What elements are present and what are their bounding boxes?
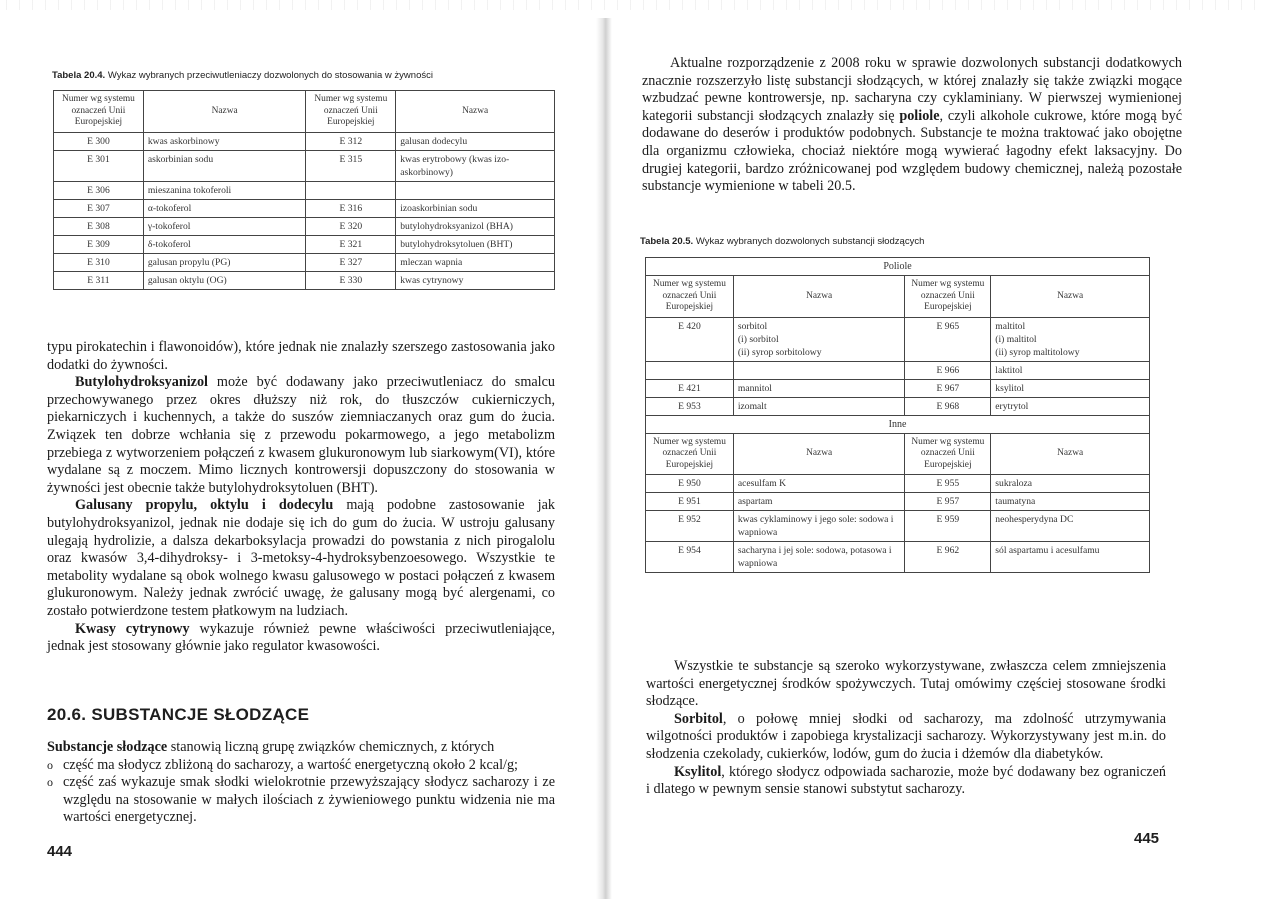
table-20-5-caption: Tabela 20.5. Wykaz wybranych dozwolonych substancji słodzących xyxy=(640,236,925,247)
group-poliole: Poliole xyxy=(646,258,1150,276)
table-20-5 xyxy=(645,257,1150,573)
code-cell: E 962 xyxy=(905,542,991,573)
header-num-1: Numer wg systemu oznaczeń Unii Europejskiej xyxy=(54,91,144,133)
table-20-4 xyxy=(53,90,555,290)
table-row xyxy=(54,217,555,235)
code-cell: E 310 xyxy=(54,253,144,271)
page-number: 444 xyxy=(47,843,73,860)
code-cell: E 966 xyxy=(905,361,991,379)
right-body-text-2 xyxy=(646,658,1166,799)
name-cell: mannitol xyxy=(733,379,905,397)
table-header-row xyxy=(646,433,1150,475)
group-row xyxy=(646,415,1150,433)
paragraph: Ksylitol, którego słodycz odpowiada sacharozie, może być dodawany bez ograniczeń i dlatego w pewnym sensie stanowi substytut sacharozy. xyxy=(646,763,1166,798)
header-num-2: Numer wg systemu oznaczeń Unii Europejskiej xyxy=(905,276,991,318)
left-page xyxy=(0,0,610,899)
code-cell: E 420 xyxy=(646,317,734,361)
code-cell: E 959 xyxy=(905,511,991,542)
code-cell: E 952 xyxy=(646,511,734,542)
name-cell: butylohydroksyanizol (BHA) xyxy=(396,217,555,235)
code-cell: E 307 xyxy=(54,199,144,217)
code-cell xyxy=(646,361,734,379)
header-name-1: Nazwa xyxy=(733,276,905,318)
header-name-2: Nazwa xyxy=(991,276,1150,318)
code-cell: E 311 xyxy=(54,271,144,289)
table-row xyxy=(54,132,555,150)
name-cell: γ-tokoferol xyxy=(143,217,306,235)
name-cell: aspartam xyxy=(733,493,905,511)
code-cell: E 968 xyxy=(905,397,991,415)
code-cell: E 957 xyxy=(905,493,991,511)
table-20-4-caption: Tabela 20.4. Wykaz wybranych przeciwutleniaczy dozwolonych do stosowania w żywności xyxy=(52,70,433,81)
bullet-list xyxy=(47,757,555,827)
name-cell: kwas cyklaminowy i jego sole: sodowa i wapniowa xyxy=(733,511,905,542)
name-cell: sorbitol (i) sorbitol (ii) syrop sorbitolowy xyxy=(733,317,905,361)
table-row xyxy=(54,181,555,199)
table-row xyxy=(646,511,1150,542)
section-heading: 20.6. SUBSTANCJE SŁODZĄCE xyxy=(47,705,310,724)
code-cell: E 330 xyxy=(306,271,396,289)
name-cell: sacharyna i jej sole: sodowa, potasowa i wapniowa xyxy=(733,542,905,573)
table-header-row xyxy=(54,91,555,133)
table-row xyxy=(646,379,1150,397)
code-cell: E 308 xyxy=(54,217,144,235)
header-num-1: Numer wg systemu oznaczeń Unii Europejskiej xyxy=(646,276,734,318)
code-cell: E 301 xyxy=(54,150,144,181)
name-cell: sukraloza xyxy=(991,475,1150,493)
code-cell: E 306 xyxy=(54,181,144,199)
code-cell: E 315 xyxy=(306,150,396,181)
code-cell: E 954 xyxy=(646,542,734,573)
table-row xyxy=(646,493,1150,511)
header-name-1: Nazwa xyxy=(733,433,905,475)
name-cell: galusan propylu (PG) xyxy=(143,253,306,271)
header-name-2: Nazwa xyxy=(396,91,555,133)
code-cell: E 312 xyxy=(306,132,396,150)
table-row xyxy=(646,475,1150,493)
table-row xyxy=(54,235,555,253)
paragraph: Substancje słodzące stanowią liczną grupę związków chemicznych, z których xyxy=(47,739,495,755)
name-cell: sól aspartamu i acesulfamu xyxy=(991,542,1150,573)
name-cell: neohesperydyna DC xyxy=(991,511,1150,542)
group-inne: Inne xyxy=(646,415,1150,433)
code-cell: E 967 xyxy=(905,379,991,397)
code-cell xyxy=(306,181,396,199)
code-cell: E 955 xyxy=(905,475,991,493)
name-cell: galusan dodecylu xyxy=(396,132,555,150)
paragraph: Galusany propylu, oktylu i dodecylu mają podobne zastosowanie jak butylohydroksyanizol, jednak nie dodaje się ich do gum do żucia. W ustroju galusany ulegają hydrolizie, a dalsza dekarboksylacja prowadzi do powstania z nich pirogalolu oraz kwasów 3,4-dihydroksy- i 3-metoksy-4-hydroksybenzoesowego. Wszystkie te metabolity wydalane są obok wolnego kwasu galusowego w postaci połączeń z kwasem glukuronowym. Należy jednak zwrócić uwagę, że galusany mogą być alergenami, co zostało potwierdzone testem płatkowym na ludziach. xyxy=(47,497,556,619)
table-row xyxy=(646,542,1150,573)
group-row xyxy=(646,258,1150,276)
name-cell xyxy=(396,181,555,199)
code-cell: E 965 xyxy=(905,317,991,361)
name-cell xyxy=(733,361,905,379)
table-20-4-body xyxy=(54,132,555,289)
table-header-row xyxy=(646,276,1150,318)
code-cell: E 950 xyxy=(646,475,734,493)
name-cell: erytrytol xyxy=(991,397,1150,415)
name-cell: δ-tokoferol xyxy=(143,235,306,253)
name-cell: α-tokoferol xyxy=(143,199,306,217)
name-cell: mleczan wapnia xyxy=(396,253,555,271)
code-cell: E 300 xyxy=(54,132,144,150)
right-body-text xyxy=(642,55,1182,196)
name-cell: kwas erytrobowy (kwas izo-askorbinowy) xyxy=(396,150,555,181)
table-row xyxy=(54,253,555,271)
page-number: 445 xyxy=(1134,830,1160,847)
name-cell: laktitol xyxy=(991,361,1150,379)
table-row xyxy=(646,317,1150,361)
header-name-1: Nazwa xyxy=(143,91,306,133)
code-cell: E 309 xyxy=(54,235,144,253)
name-cell: kwas cytrynowy xyxy=(396,271,555,289)
code-cell: E 953 xyxy=(646,397,734,415)
code-cell: E 421 xyxy=(646,379,734,397)
right-page xyxy=(612,0,1263,899)
code-cell: E 327 xyxy=(306,253,396,271)
paragraph: typu pirokatechin i flawonoidów), które jednak nie znalazły szerszego zastosowania jako dodatki do żywności. xyxy=(47,339,555,373)
code-cell: E 320 xyxy=(306,217,396,235)
name-cell: butylohydroksytoluen (BHT) xyxy=(396,235,555,253)
paragraph: Aktualne rozporządzenie z 2008 roku w sprawie dozwolonych substancji dodatkowych znacznie rozszerzyło listę substancji słodzących, w której znalazły się także związki mogące wzbudzać pewne kontrowersje, np. sacharyna czy cyklaminiany. W pierwszej wymienionej kategorii substancji słodzących znalazły się poliole, czyli alkohole cukrowe, które mogą być dodawane do deserów i produktów podobnych. Substancje te można traktować jako obojętne dla organizmu człowieka, chociaż niektóre mogą wywierać łagodny efekt laksacyjny. Do drugiej kategorii, bardzo zróżnicowanej pod względem budowy chemicznej, należą pozostałe substancje wymienione w tabeli 20.5. xyxy=(642,55,1182,195)
table-row xyxy=(54,199,555,217)
header-num-2: Numer wg systemu oznaczeń Unii Europejskiej xyxy=(905,433,991,475)
paragraph: Butylohydroksyanizol może być dodawany jako przeciwutleniacz do smalcu przechowywanego przez okres dłuższy niż rok, do tłuszczów cukierniczych, piekarniczych i kuchennych, a także do suszów ziemniaczanych oraz gum do żucia. Związek ten dobrze wchłania się z przewodu pokarmowego, a jego metabolizm przebiega z wytworzeniem połączeń z kwasem glukuronowym lub siarkowym(VI), które wydalane są z moczem. Mimo licznych kontrowersji dopuszczony do stosowania w żywności jest obecnie także butylohydroksytoluen (BHT). xyxy=(47,374,555,496)
paragraph: Sorbitol, o połowę mniej słodki od sacharozy, ma zdolność utrzymywania wilgotności produktów i zapobiega krystalizacji sacharozy. Wykorzystywany jest m.in. do słodzenia czekolady, cukierków, lodów, gum do żucia i dżemów dla diabetyków. xyxy=(646,710,1166,762)
name-cell: taumatyna xyxy=(991,493,1150,511)
paragraph: Kwasy cytrynowy wykazuje również pewne właściwości przeciwutleniające, jednak jest stosowany głównie jako regulator kwasowości. xyxy=(47,620,555,655)
name-cell: izoaskorbinian sodu xyxy=(396,199,555,217)
table-row xyxy=(646,397,1150,415)
code-cell: E 321 xyxy=(306,235,396,253)
paragraph: Wszystkie te substancje są szeroko wykorzystywane, zwłaszcza celem zmniejszenia wartości energetycznej środków spożywczych. Tutaj omówimy częściej stosowane środki słodzące. xyxy=(646,658,1166,710)
name-cell: izomalt xyxy=(733,397,905,415)
list-item: o część zaś wykazuje smak słodki wielokrotnie przewyższający słodycz sacharozy i ze względu na stosowanie w małych ilościach z żywieniowego punktu widzenia nie ma wartości energetycznej. xyxy=(47,774,555,827)
table-20-5-body xyxy=(646,258,1150,573)
left-body-text xyxy=(47,339,555,656)
table-row xyxy=(54,271,555,289)
left-body-text-2 xyxy=(47,739,555,827)
name-cell: askorbinian sodu xyxy=(143,150,306,181)
header-name-2: Nazwa xyxy=(991,433,1150,475)
table-row xyxy=(54,150,555,181)
table-row xyxy=(646,361,1150,379)
list-item: o część ma słodycz zbliżoną do sacharozy, a wartość energetyczną około 2 kcal/g; xyxy=(47,757,555,775)
header-num-2: Numer wg systemu oznaczeń Unii Europejskiej xyxy=(306,91,396,133)
name-cell: maltitol (i) maltitol (ii) syrop maltitolowy xyxy=(991,317,1150,361)
code-cell: E 951 xyxy=(646,493,734,511)
name-cell: ksylitol xyxy=(991,379,1150,397)
name-cell: mieszanina tokoferoli xyxy=(143,181,306,199)
name-cell: kwas askorbinowy xyxy=(143,132,306,150)
header-num-1: Numer wg systemu oznaczeń Unii Europejskiej xyxy=(646,433,734,475)
name-cell: galusan oktylu (OG) xyxy=(143,271,306,289)
code-cell: E 316 xyxy=(306,199,396,217)
name-cell: acesulfam K xyxy=(733,475,905,493)
